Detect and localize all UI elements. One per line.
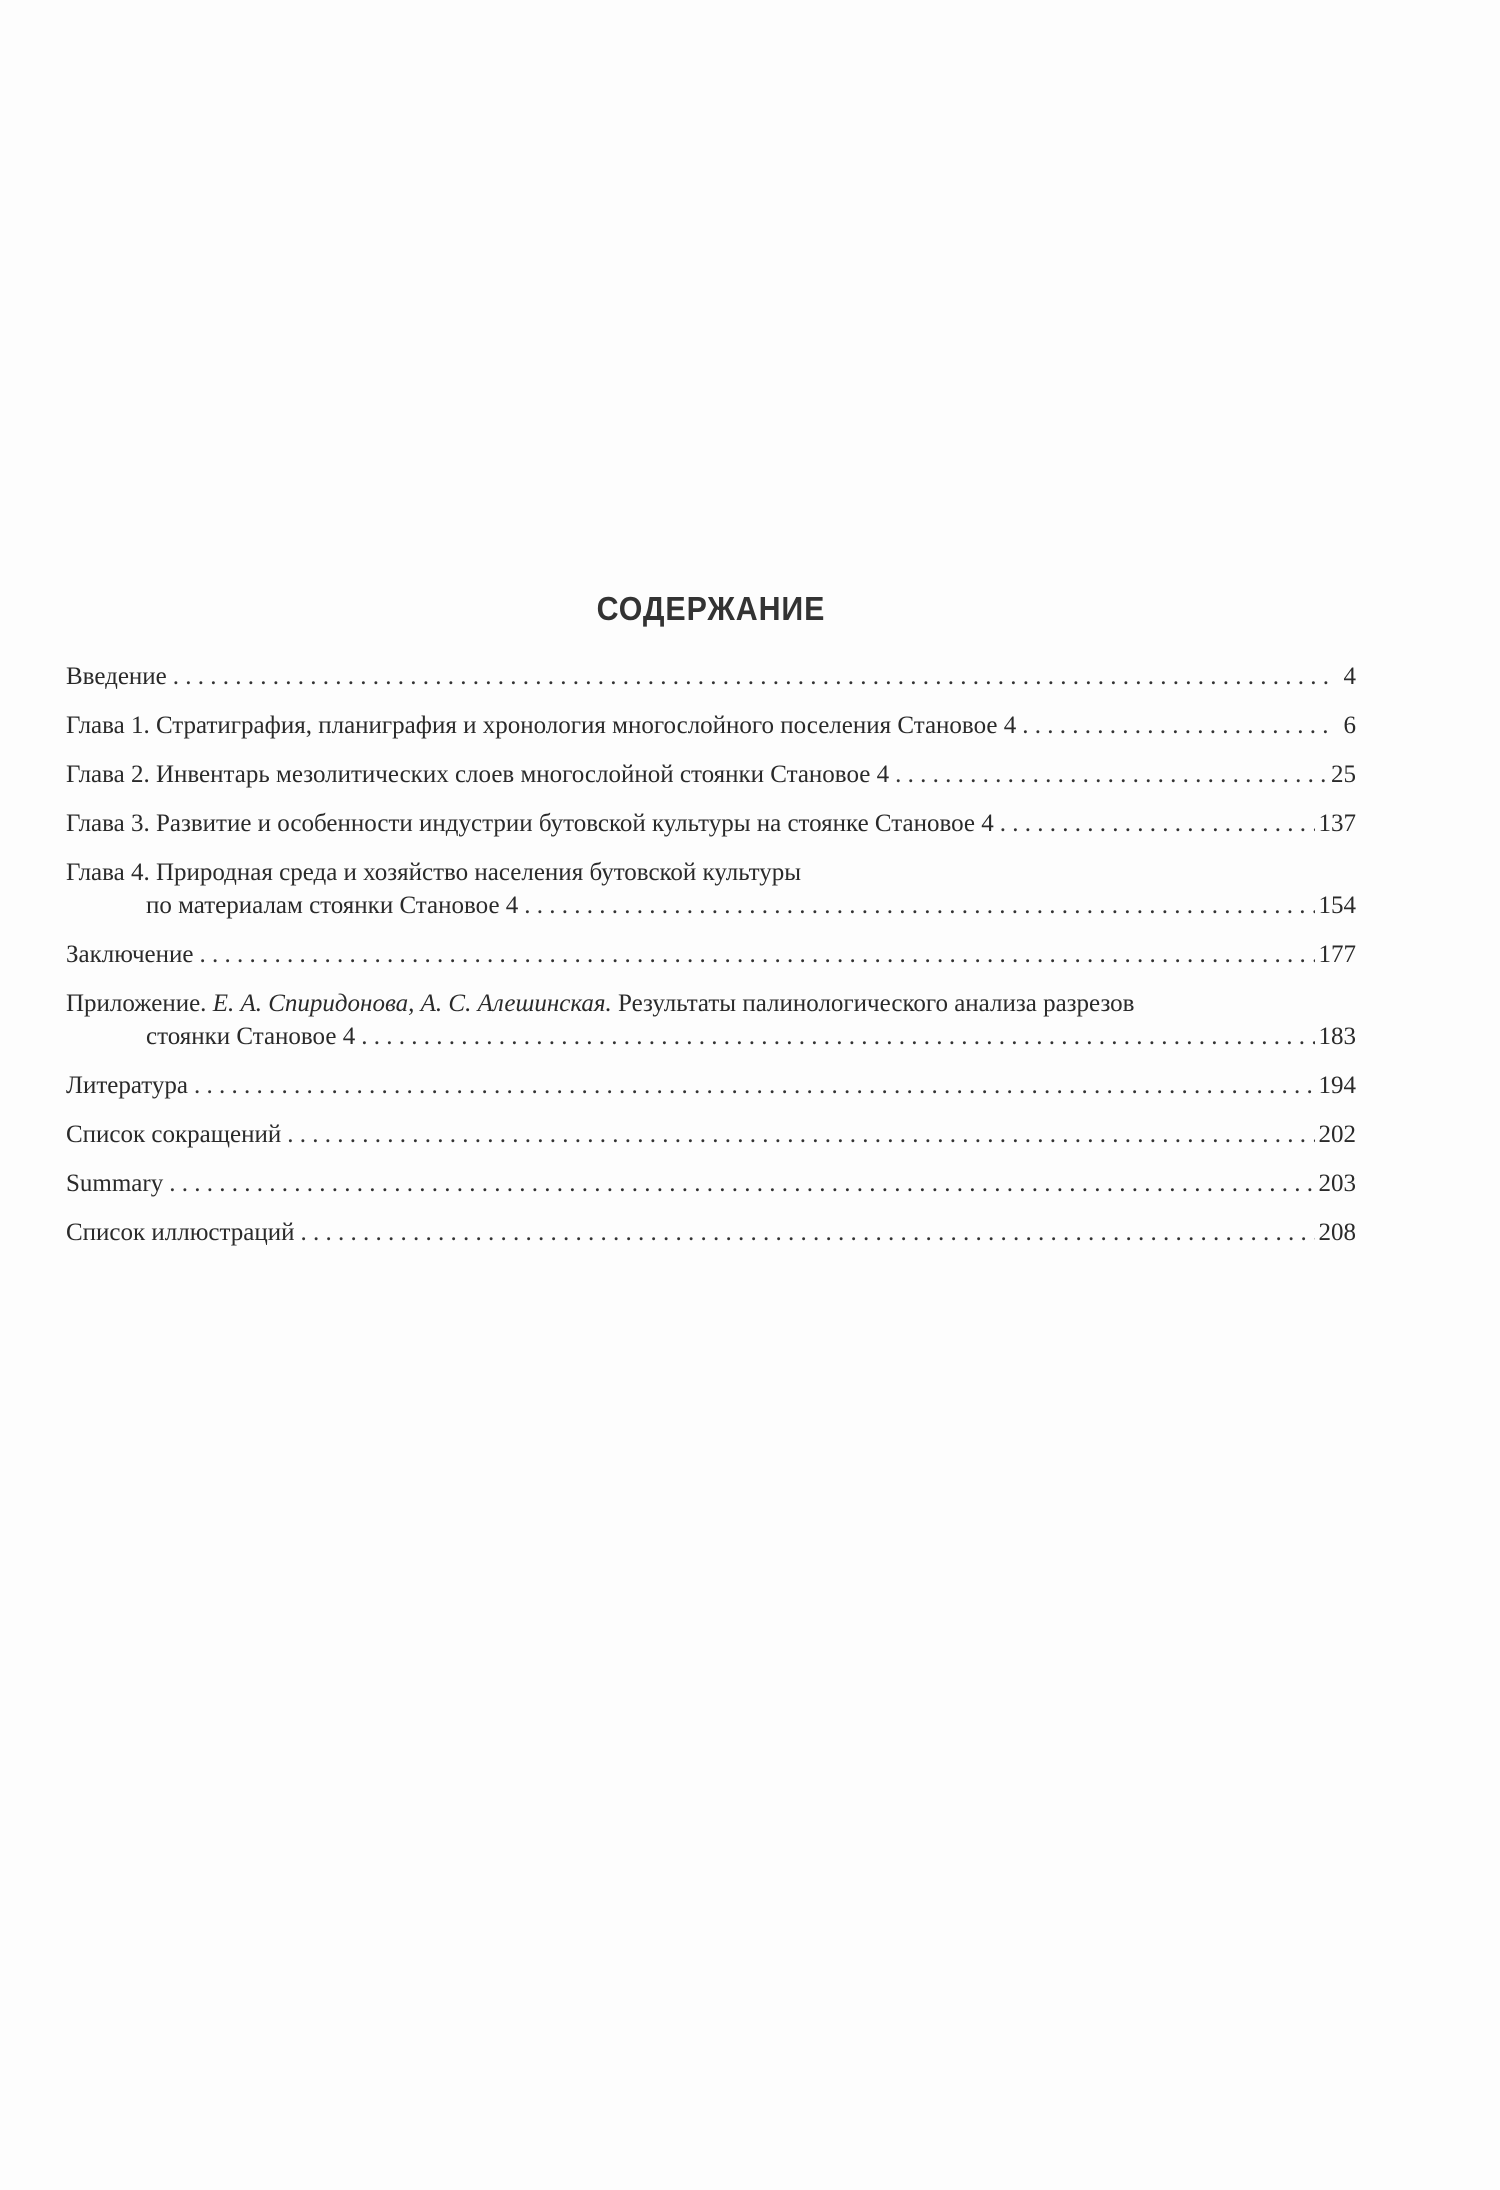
dot-leader <box>301 1216 1315 1249</box>
dot-leader <box>524 889 1314 922</box>
toc-page-number: 208 <box>1318 1219 1356 1246</box>
appendix-authors: Е. А. Спиридонова, А. С. Алешинская. <box>212 990 612 1017</box>
toc-page-number: 177 <box>1318 941 1356 968</box>
toc-title: СОДЕРЖАНИЕ <box>596 590 826 627</box>
toc-page-number: 194 <box>1318 1072 1356 1099</box>
toc-page-number: 25 <box>1331 761 1356 788</box>
toc-entry-chapter-4[interactable] <box>66 856 1356 922</box>
dot-leader <box>194 1069 1315 1102</box>
toc-entry-title: Summary <box>66 1170 164 1197</box>
dot-leader <box>169 1167 1314 1200</box>
toc-list <box>66 660 1356 1249</box>
toc-page-number: 6 <box>1343 712 1356 739</box>
toc-entry-title: Глава 2. Инвентарь мезолитических слоев многослойной стоянки Становое 4 <box>66 761 890 788</box>
dot-leader <box>200 938 1315 971</box>
toc-entry-title: Заключение <box>66 941 194 968</box>
toc-page-number: 203 <box>1318 1170 1356 1197</box>
dot-leader <box>1000 807 1315 840</box>
toc-entry-title-line-2: по материалам стоянки Становое 4 <box>146 892 519 919</box>
toc-entry-title: Введение <box>66 663 167 690</box>
appendix-prefix: Приложение. <box>66 990 213 1017</box>
appendix-title: Результаты палинологического анализа разрезов <box>611 990 1135 1017</box>
toc-entry-title-line-1 <box>66 987 1356 1020</box>
toc-entry-title: Литература <box>66 1072 188 1099</box>
toc-entry-introduction[interactable] <box>66 660 1356 693</box>
dot-leader <box>287 1118 1314 1151</box>
toc-entry-illustrations[interactable] <box>66 1216 1356 1249</box>
toc-entry-title-line-1: Глава 4. Природная среда и хозяйство населения бутовской культуры <box>66 859 802 886</box>
toc-entry-title: Глава 1. Стратиграфия, планиграфия и хронология многослойного поселения Становое 4 <box>66 712 1017 739</box>
toc-entry-title: Список сокращений <box>66 1121 282 1148</box>
toc-entry-appendix[interactable] <box>66 987 1356 1053</box>
toc-entry-literature[interactable] <box>66 1069 1356 1102</box>
toc-entry-chapter-1[interactable] <box>66 709 1356 742</box>
toc-entry-chapter-3[interactable] <box>66 807 1356 840</box>
toc-page-number: 202 <box>1318 1121 1356 1148</box>
toc-entry-conclusion[interactable] <box>66 938 1356 971</box>
dot-leader <box>173 660 1332 693</box>
table-of-contents <box>66 590 1356 1265</box>
dot-leader <box>361 1020 1314 1053</box>
toc-entry-title-line-2: стоянки Становое 4 <box>146 1023 356 1050</box>
toc-page-number: 154 <box>1318 892 1356 919</box>
toc-entry-title: Глава 3. Развитие и особенности индустрии бутовской культуры на стоянке Становое 4 <box>66 810 994 837</box>
toc-page-number: 4 <box>1343 663 1356 690</box>
toc-entry-title: Список иллюстраций <box>66 1219 295 1246</box>
toc-page-number: 137 <box>1318 810 1356 837</box>
dot-leader <box>1022 709 1332 742</box>
toc-entry-summary[interactable] <box>66 1167 1356 1200</box>
toc-entry-abbreviations[interactable] <box>66 1118 1356 1151</box>
toc-entry-chapter-2[interactable] <box>66 758 1356 791</box>
toc-page-number: 183 <box>1318 1023 1356 1050</box>
dot-leader <box>895 758 1327 791</box>
